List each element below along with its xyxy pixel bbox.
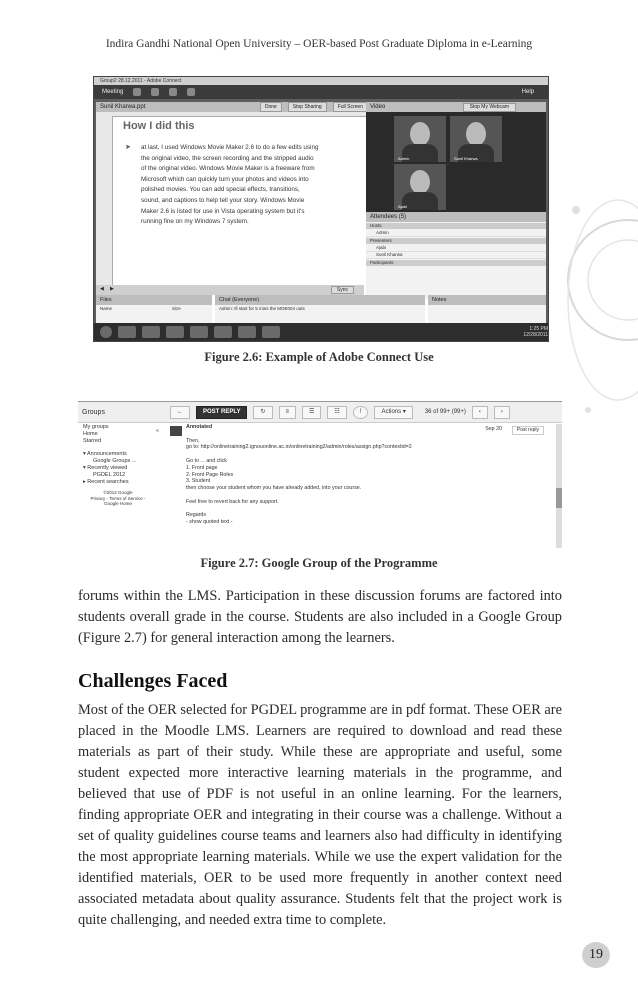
- taskbar-app-icon[interactable]: [166, 326, 184, 338]
- stop-sharing-button[interactable]: Stop Sharing: [288, 102, 327, 112]
- announcement-item[interactable]: Google Groups ...: [93, 458, 137, 464]
- groups-toolbar: [78, 402, 562, 423]
- speaker-icon[interactable]: [133, 88, 141, 96]
- actions-dropdown[interactable]: Actions ▾: [374, 406, 412, 419]
- taskbar-app-icon[interactable]: [238, 326, 256, 338]
- message-date: Sep 20: [485, 426, 502, 432]
- prev-icon[interactable]: ‹: [472, 406, 488, 419]
- attendee-row[interactable]: Sunil Kharwa: [366, 252, 546, 259]
- avatar: [170, 426, 182, 436]
- next-slide-icon[interactable]: ▶: [110, 286, 114, 292]
- nav-home[interactable]: Home: [83, 431, 98, 437]
- menu-bar: [94, 85, 548, 99]
- window-title: Group2 28.12.2011 - Adobe Connect: [94, 77, 548, 85]
- share-pod-footer: [96, 285, 364, 295]
- video-pod: [366, 102, 546, 212]
- video-pod-title: Video: [370, 104, 386, 110]
- nav-my-groups[interactable]: My groups: [83, 424, 109, 430]
- body-paragraph: forums within the LMS. Participation in these discussion forums are factored into students overall grade in the course. Students are also included in a Google Group (Figure 2.7) for general interaction among the learners.: [78, 588, 562, 646]
- recent-searches-section[interactable]: ▸ Recent searches: [83, 479, 129, 485]
- refresh-icon[interactable]: ↻: [253, 406, 272, 419]
- chat-pod: Chat (Everyone) Admin: Ill start for 5 mins the MOE004 outs: [215, 295, 425, 323]
- notes-pod: Notes: [428, 295, 546, 323]
- menu-meeting[interactable]: Meeting: [102, 89, 124, 95]
- view-compact-icon[interactable]: ☷: [327, 406, 346, 419]
- report-icon[interactable]: !: [353, 406, 369, 419]
- start-icon[interactable]: [100, 326, 112, 338]
- webcam-icon[interactable]: [169, 88, 177, 96]
- prev-slide-icon[interactable]: ◀: [100, 286, 104, 292]
- share-pod-title: Sunil Kharwa.ppt: [100, 104, 146, 110]
- recently-viewed-section[interactable]: ▾ Recently viewed: [83, 465, 128, 471]
- chat-message: Admin: Ill start for 5 mins the MOE004 outs: [219, 306, 305, 311]
- page-number: 19: [582, 942, 610, 968]
- stop-webcam-button[interactable]: Stop My Webcam: [463, 103, 516, 112]
- taskbar-clock: 1:25 PM 12/28/2011: [523, 326, 548, 338]
- sender-name: Annotated: [186, 424, 213, 430]
- attendee-section: Presenters: [366, 238, 546, 244]
- attendee-section: Participants: [366, 260, 546, 266]
- full-screen-button[interactable]: Full Screen: [333, 102, 368, 112]
- raise-hand-icon[interactable]: [187, 88, 195, 96]
- bullet-icon: ➤: [125, 144, 131, 151]
- message-count: 36 of 99+ (99+): [424, 409, 466, 415]
- taskbar-app-icon[interactable]: [118, 326, 136, 338]
- webcam-feed: Sunil Kharwa: [450, 116, 502, 162]
- post-reply-button[interactable]: POST REPLY: [196, 406, 247, 419]
- attendees-pod: [366, 212, 546, 299]
- view-tree-icon[interactable]: ≡: [279, 406, 297, 419]
- taskbar: [94, 323, 549, 341]
- menu-help[interactable]: Help: [521, 89, 534, 95]
- taskbar-app-icon[interactable]: [214, 326, 232, 338]
- files-pod: Files Name Size: [96, 295, 212, 323]
- next-icon[interactable]: ›: [494, 406, 510, 419]
- body-paragraph: Most of the OER selected for PGDEL programme are in pdf format. These OER are placed in the Moodle LMS. Learners are required to download and read these materials as part of their study. While these are appropriate and useful, some student expected more interactive learning materials in the programme, and believed that use of PDF is not useful in an online learning. For the learners, finding appropriate OER and integrating in their course was a challenge. Without a set of quality guidelines course teams and learners also had difficulty in identifying the most appropriate learning materials. While we use the expert validation for the identified materials, OER to be used more frequently in another context need associated metadata about quality assurance. Students felt that the project work is quite challenging, and needed extra time to complete.: [78, 702, 562, 928]
- webcam-feed: Admin: [394, 116, 446, 162]
- post-reply-small-button[interactable]: Post reply: [512, 426, 544, 435]
- bottom-pods: [96, 295, 546, 323]
- recent-item[interactable]: PGDEL 2012: [93, 472, 126, 478]
- app-title: Groups: [82, 408, 105, 416]
- taskbar-app-icon[interactable]: [190, 326, 208, 338]
- scrollbar[interactable]: [556, 424, 562, 548]
- adobe-connect-screenshot: [93, 76, 549, 342]
- done-button[interactable]: Done: [260, 102, 282, 112]
- footer-links: ©2012 Google Privacy - Terms of Service - Google Home: [90, 490, 146, 506]
- slide-heading: How I did this: [123, 120, 195, 132]
- taskbar-app-icon[interactable]: [262, 326, 280, 338]
- section-heading: Challenges Faced: [78, 670, 228, 692]
- nav-starred[interactable]: Starred: [83, 438, 102, 444]
- show-quoted-text-link[interactable]: - show quoted text -: [186, 519, 233, 526]
- message-view: [156, 424, 558, 548]
- attendee-section: Hosts: [366, 223, 546, 229]
- running-header: Indira Gandhi National Open University – OER-based Post Graduate Diploma in e-Learning: [105, 38, 533, 50]
- back-arrow-icon[interactable]: ←: [170, 406, 190, 419]
- sync-button[interactable]: Sync: [331, 286, 354, 294]
- view-list-icon[interactable]: ☰: [302, 406, 321, 419]
- taskbar-app-icon[interactable]: [142, 326, 160, 338]
- microphone-icon[interactable]: [151, 88, 159, 96]
- announcements-section[interactable]: ▾ Announcements: [83, 451, 127, 457]
- slide-text: at last, I used Windows Movie Maker 2.6 to do a few edits using the original video, the screen recording and the stripped audio of the original video. Windows Movie Maker is a freeware from Microsoft which can quickly turn your photos and videos into polished movies. You can add special effects, transitions, sound, and captions to help tell your story. Windows Movie Maker 2.6 is listed for use in Vista operating system but it's running fine on my Windows 7 system.: [141, 144, 319, 226]
- groups-sidebar: [78, 424, 161, 548]
- attendees-count: (5): [398, 214, 407, 220]
- attendee-row[interactable]: Admin: [366, 230, 546, 237]
- attendees-title: Attendees: [370, 214, 398, 220]
- google-groups-screenshot: [78, 401, 562, 548]
- collapse-icon[interactable]: «: [156, 428, 159, 434]
- attendee-row[interactable]: Ajabi: [366, 245, 546, 252]
- message-body: Annotated Then, go to: http://onlinetraining2.ignouonline.ac.in/onlinetraining2/admin/roles/assign.php?contextid=2 Go to ... and click 1. Front page 2. Front Page Roles 3. Student then choose your student whom you have already added, into your course. Feel free to revert back for any support. Regards - show quoted text -: [186, 424, 412, 526]
- figure-caption: Figure 2.7: Google Group of the Programme: [200, 556, 438, 570]
- figure-caption: Figure 2.6: Example of Adobe Connect Use: [204, 350, 434, 364]
- webcam-feed: Ajabi: [394, 164, 446, 210]
